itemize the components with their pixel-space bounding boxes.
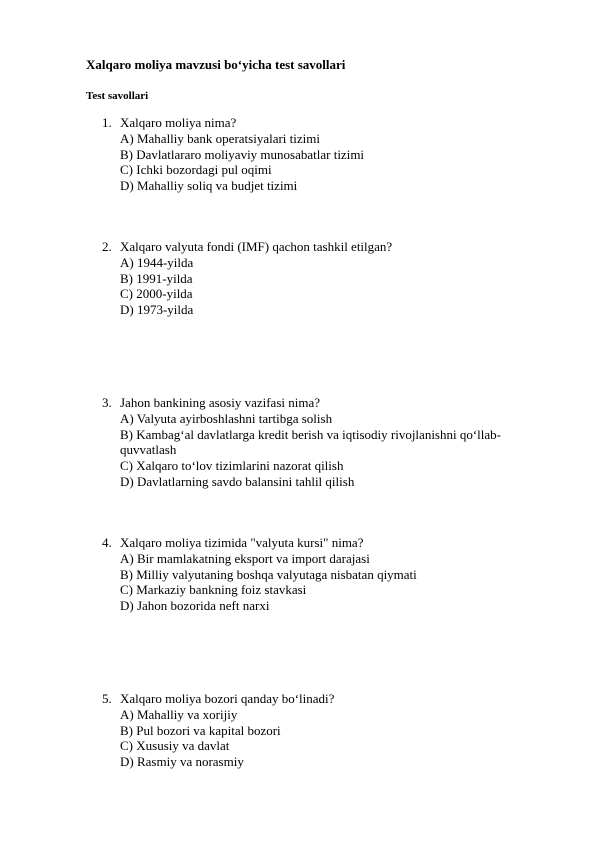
question-text: Xalqaro moliya tizimida "valyuta kursi" nima? (120, 535, 364, 550)
answer-option-c: C) Ichki bozordagi pul oqimi (120, 162, 272, 178)
answer-option-d: D) Davlatlarning savdo balansini tahlil qilish (120, 473, 355, 489)
answer-option-d: D) 1973-yilda (120, 302, 194, 318)
answer-option-c: C) Xususiy va davlat (120, 738, 230, 754)
answer-options (102, 411, 542, 490)
question-text: Xalqaro moliya nima? (120, 115, 237, 130)
question-number: 4. (102, 535, 112, 550)
answer-option-b: B) Kambag‘al davlatlarga kredit berish va iqtisodiy rivojlanishni qo‘llab-quvvatlash (120, 426, 501, 458)
answer-option-d: D) Jahon bozorida neft narxi (120, 598, 270, 614)
question-3 (102, 395, 542, 490)
answer-option-c: C) 2000-yilda (120, 286, 193, 302)
answer-options (102, 551, 542, 614)
question-1 (102, 115, 542, 194)
question-2 (102, 239, 542, 318)
answer-option-b: B) Pul bozori va kapital bozori (120, 722, 281, 738)
question-5 (102, 691, 542, 770)
question-number: 2. (102, 239, 112, 254)
answer-options (102, 131, 542, 194)
answer-option-b: B) Milliy valyutaning boshqa valyutaga nisbatan qiymati (120, 566, 417, 582)
question-text: Jahon bankining asosiy vazifasi nima? (120, 395, 321, 410)
document-subtitle: Test savollari (86, 90, 149, 102)
answer-option-c: C) Markaziy bankning foiz stavkasi (120, 582, 307, 598)
answer-options (102, 255, 542, 318)
question-4 (102, 535, 542, 614)
answer-option-b: B) Davlatlararo moliyaviy munosabatlar tizimi (120, 146, 365, 162)
question-text: Xalqaro valyuta fondi (IMF) qachon tashkil etilgan? (120, 239, 393, 254)
answer-option-d: D) Mahalliy soliq va budjet tizimi (120, 178, 298, 194)
answer-option-a: A) Mahalliy va xorijiy (120, 706, 238, 722)
answer-option-a: A) 1944-yilda (120, 254, 194, 270)
answer-option-d: D) Rasmiy va norasmiy (120, 754, 244, 770)
answer-option-a: A) Bir mamlakatning eksport va import darajasi (120, 550, 370, 566)
question-number: 5. (102, 691, 112, 706)
answer-option-c: C) Xalqaro to‘lov tizimlarini nazorat qilish (120, 458, 344, 474)
answer-option-a: A) Mahalliy bank operatsiyalari tizimi (120, 130, 320, 146)
answer-options (102, 707, 542, 770)
answer-option-b: B) 1991-yilda (120, 270, 193, 286)
document-title: Xalqaro moliya mavzusi bo‘yicha test savollari (86, 57, 346, 72)
question-number: 3. (102, 395, 112, 410)
question-number: 1. (102, 115, 112, 130)
answer-option-a: A) Valyuta ayirboshlashni tartibga solish (120, 410, 333, 426)
question-text: Xalqaro moliya bozori qanday bo‘linadi? (120, 691, 335, 706)
